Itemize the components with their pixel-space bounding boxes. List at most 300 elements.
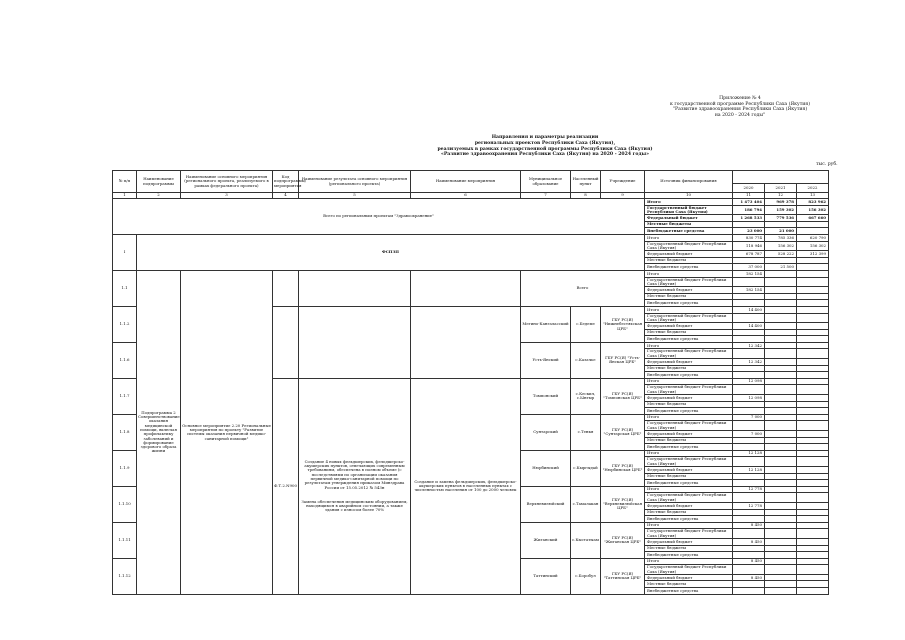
value-cell: 118 946 bbox=[733, 241, 765, 251]
column-number-cell: 10 bbox=[645, 193, 733, 199]
activity-cell bbox=[411, 270, 521, 306]
value-cell bbox=[797, 574, 829, 581]
value-cell bbox=[733, 385, 765, 395]
value-cell bbox=[797, 450, 829, 457]
value-cell bbox=[765, 313, 797, 323]
source-cell: Государственный бюджет Республики Саха (Якутия) bbox=[645, 457, 733, 467]
source-cell: Государственный бюджет Республики Саха (Якутия) bbox=[645, 421, 733, 431]
value-cell bbox=[733, 372, 765, 379]
header-cell: № п/п bbox=[113, 171, 137, 193]
value-cell bbox=[765, 395, 797, 402]
value-cell bbox=[797, 588, 829, 595]
value-cell bbox=[797, 378, 829, 385]
value-cell: 823 962 bbox=[797, 199, 829, 206]
value-cell bbox=[765, 545, 797, 552]
institution-cell: ГБУ РС(Я) "Усть-Янская ЦРБ" bbox=[601, 342, 645, 378]
value-cell bbox=[797, 372, 829, 379]
source-cell: Итого bbox=[645, 450, 733, 457]
value-cell bbox=[733, 336, 765, 343]
source-cell: Государственный бюджет Республики Саха (Якутия) bbox=[645, 205, 733, 215]
source-cell: Государственный бюджет Республики Саха (Якутия) bbox=[645, 385, 733, 395]
unit-label: тыс. руб. bbox=[816, 162, 838, 167]
source-cell: Федеральный бюджет bbox=[645, 251, 733, 258]
source-cell: Итого bbox=[645, 378, 733, 385]
value-cell bbox=[797, 457, 829, 467]
projects-table bbox=[112, 170, 829, 595]
value-cell: 969 378 bbox=[765, 199, 797, 206]
value-cell bbox=[765, 342, 797, 349]
source-cell: Федеральный бюджет bbox=[645, 287, 733, 294]
municipality-cell: Усть-Янский bbox=[521, 342, 571, 378]
value-cell bbox=[797, 300, 829, 307]
value-cell bbox=[765, 349, 797, 359]
column-number-cell: 2 bbox=[137, 193, 181, 199]
value-cell: 186 794 bbox=[733, 205, 765, 215]
result-cell bbox=[299, 270, 411, 306]
header-cell: Населенный пункт bbox=[571, 171, 601, 193]
value-cell bbox=[797, 293, 829, 300]
value-cell bbox=[765, 421, 797, 431]
value-cell: 7 000 bbox=[733, 414, 765, 421]
municipality-cell: Нюрбинский bbox=[521, 450, 571, 486]
source-cell: Местные бюджеты bbox=[645, 473, 733, 480]
value-cell bbox=[797, 480, 829, 487]
value-cell bbox=[797, 493, 829, 503]
source-cell: Местные бюджеты bbox=[645, 509, 733, 516]
locality-cell: с.Кескил, с.Ынгыр bbox=[571, 378, 601, 414]
column-number-cell: 3 bbox=[181, 193, 273, 199]
result-cell bbox=[299, 378, 411, 594]
result-cell bbox=[299, 306, 411, 378]
row-number: 1.1.8 bbox=[113, 414, 137, 450]
value-cell: 12 778 bbox=[733, 486, 765, 493]
value-cell: 528 222 bbox=[765, 251, 797, 258]
value-cell bbox=[733, 313, 765, 323]
result-text: Создание 4 новых фельдшерских, фельдшерско-акушерских пунктов, отвечающих современным требованиям, обеспечена в полном объеме (с последствиями по организации оказания первичной медико-санитарной помощи по результатам утверждения приказом Минздрава России от 15.05.2012 № 543н bbox=[304, 458, 405, 490]
row-number: 1.1.6 bbox=[113, 342, 137, 378]
title-line: реализуемых в рамках государственной программы Республики Саха (Якутия) bbox=[437, 146, 653, 152]
value-cell bbox=[765, 323, 797, 330]
row-number: 1.1.9 bbox=[113, 450, 137, 486]
value-cell: 182 154 bbox=[733, 270, 765, 277]
value-cell bbox=[797, 581, 829, 588]
value-cell: 12 342 bbox=[733, 342, 765, 349]
value-cell bbox=[765, 509, 797, 516]
value-cell bbox=[733, 329, 765, 336]
value-cell bbox=[765, 444, 797, 451]
value-cell bbox=[797, 395, 829, 402]
value-cell bbox=[765, 293, 797, 300]
value-cell bbox=[765, 329, 797, 336]
value-cell bbox=[733, 480, 765, 487]
source-cell: Федеральный бюджет bbox=[645, 215, 733, 222]
value-cell bbox=[765, 378, 797, 385]
value-cell bbox=[765, 385, 797, 395]
column-number-cell: 5 bbox=[299, 193, 411, 199]
value-cell bbox=[733, 509, 765, 516]
source-cell: Итого bbox=[645, 522, 733, 529]
value-cell bbox=[765, 466, 797, 473]
locality-cell: с.Боробул bbox=[571, 558, 601, 594]
activity-cell bbox=[411, 306, 521, 378]
source-cell: Внебюджетные средства bbox=[645, 480, 733, 487]
title-line: региональных проектов Республики Саха (Якутия), bbox=[474, 140, 616, 146]
value-cell bbox=[765, 401, 797, 408]
value-cell bbox=[797, 552, 829, 559]
value-cell bbox=[733, 408, 765, 415]
value-cell bbox=[797, 313, 829, 323]
value-cell bbox=[765, 565, 797, 575]
value-cell: 12 098 bbox=[733, 378, 765, 385]
code-cell bbox=[273, 306, 299, 378]
title-line: «Развитие здравоохранения Республики Саха (Якутия) на 2020 - 2024 годы» bbox=[440, 152, 650, 158]
row-number: 1.1.7 bbox=[113, 378, 137, 414]
locality-cell: с.Тенкя bbox=[571, 414, 601, 450]
value-cell bbox=[797, 342, 829, 349]
value-cell: 21 000 bbox=[765, 228, 797, 235]
institution-cell: ГБУ РС(Я) "Томпонская ЦРБ" bbox=[601, 378, 645, 414]
value-cell bbox=[797, 558, 829, 565]
value-cell bbox=[765, 365, 797, 372]
value-cell: 1 268 533 bbox=[733, 215, 765, 222]
value-cell bbox=[765, 287, 797, 294]
source-cell: Государственный бюджет Республики Саха (Якутия) bbox=[645, 313, 733, 323]
value-cell: 667 660 bbox=[797, 215, 829, 222]
value-cell bbox=[733, 293, 765, 300]
value-cell bbox=[733, 545, 765, 552]
institution-cell: ГБУ РС(Я) "Жиганская ЦРБ" bbox=[601, 522, 645, 558]
value-cell bbox=[797, 385, 829, 395]
source-cell: Итого bbox=[645, 306, 733, 313]
value-cell: 156 302 bbox=[765, 241, 797, 251]
source-cell: Внебюджетные средства bbox=[645, 336, 733, 343]
value-cell bbox=[797, 228, 829, 235]
value-cell: 620 790 bbox=[797, 234, 829, 241]
value-cell: 12 778 bbox=[733, 502, 765, 509]
appendix-line: Приложение № 4 bbox=[719, 96, 761, 101]
value-cell bbox=[797, 359, 829, 366]
value-cell bbox=[797, 502, 829, 509]
document-title bbox=[355, 135, 735, 158]
locality-cell: с.Тамалакан bbox=[571, 486, 601, 522]
value-cell: 678 787 bbox=[733, 251, 765, 258]
source-cell: Итого bbox=[645, 414, 733, 421]
value-cell bbox=[733, 516, 765, 523]
value-cell bbox=[765, 336, 797, 343]
value-cell: 182 154 bbox=[733, 287, 765, 294]
source-cell: Федеральный бюджет bbox=[645, 359, 733, 366]
subtotal-label: Всего bbox=[521, 270, 645, 306]
source-cell: Государственный бюджет Республики Саха (Якутия) bbox=[645, 493, 733, 503]
result-text: Замена обеспечения медицинским оборудованием, находящимся в аварийном состоянии, а также здания с износом более 70% bbox=[301, 498, 408, 513]
value-cell bbox=[765, 538, 797, 545]
source-cell: Местные бюджеты bbox=[645, 401, 733, 408]
header-cell: Муниципальное образование bbox=[521, 171, 571, 193]
year-header: 2020 bbox=[733, 184, 765, 193]
value-cell: 8 450 bbox=[733, 558, 765, 565]
source-cell: Государственный бюджет Республики Саха (Якутия) bbox=[645, 241, 733, 251]
source-cell: Федеральный бюджет bbox=[645, 431, 733, 438]
municipality-cell: Сунтарский bbox=[521, 414, 571, 450]
value-cell bbox=[733, 444, 765, 451]
row-number: 1.1 bbox=[113, 270, 137, 306]
source-cell: Итого bbox=[645, 558, 733, 565]
value-cell bbox=[733, 565, 765, 575]
appendix-note bbox=[660, 96, 820, 118]
source-cell: Внебюджетные средства bbox=[645, 516, 733, 523]
value-cell bbox=[765, 457, 797, 467]
value-cell: 14 400 bbox=[733, 323, 765, 330]
value-cell bbox=[733, 365, 765, 372]
value-cell bbox=[765, 486, 797, 493]
municipality-cell: Таттинский bbox=[521, 558, 571, 594]
source-cell: Итого bbox=[645, 234, 733, 241]
value-cell: 156 302 bbox=[797, 241, 829, 251]
value-cell: 37 000 bbox=[733, 264, 765, 271]
value-cell bbox=[765, 581, 797, 588]
source-cell: Государственный бюджет Республики Саха (Якутия) bbox=[645, 565, 733, 575]
header-cell: Источник финансирования bbox=[645, 171, 733, 193]
value-cell bbox=[733, 300, 765, 307]
source-cell: Федеральный бюджет bbox=[645, 502, 733, 509]
value-cell bbox=[797, 401, 829, 408]
value-cell bbox=[765, 270, 797, 277]
header-cell: Наименование основного мероприятия (регионального проекта, реализуемого в рамках федерального проекта) bbox=[181, 171, 273, 193]
value-cell bbox=[733, 437, 765, 444]
value-cell bbox=[765, 257, 797, 264]
value-cell bbox=[733, 257, 765, 264]
value-cell bbox=[797, 277, 829, 287]
value-cell bbox=[797, 473, 829, 480]
source-cell: Итого bbox=[645, 342, 733, 349]
value-cell: 12 128 bbox=[733, 466, 765, 473]
subprogram-cell: Подпрограмма 2 Совершенствование оказания медицинской помощи, включая профилактику заболеваний и формирование здорового образа жизни bbox=[137, 270, 181, 594]
activity-cell: Создание и замена фельдшерских, фельдшерско-акушерских пунктов в населенных пунктах с численностью населения от 100 до 2000 человек bbox=[411, 378, 521, 594]
value-cell bbox=[765, 277, 797, 287]
value-cell bbox=[733, 221, 765, 228]
value-cell bbox=[797, 336, 829, 343]
value-cell bbox=[733, 421, 765, 431]
table-row bbox=[113, 199, 829, 206]
header-cell: Учреждение bbox=[601, 171, 645, 193]
value-cell: 1 473 404 bbox=[733, 199, 765, 206]
source-cell: Местные бюджеты bbox=[645, 221, 733, 228]
value-cell bbox=[765, 502, 797, 509]
year-header: 2022 bbox=[797, 184, 829, 193]
code-cell: Ф.Т.2.N900 bbox=[273, 378, 299, 594]
header-cell: Код подпрограммы/ мероприятия bbox=[273, 171, 299, 193]
source-cell: Внебюджетные средства bbox=[645, 228, 733, 235]
source-cell: Местные бюджеты bbox=[645, 437, 733, 444]
value-cell bbox=[765, 574, 797, 581]
value-cell bbox=[765, 493, 797, 503]
header-row bbox=[113, 171, 829, 184]
source-cell: Местные бюджеты bbox=[645, 293, 733, 300]
value-cell bbox=[797, 414, 829, 421]
value-cell bbox=[797, 466, 829, 473]
source-cell: Внебюджетные средства bbox=[645, 372, 733, 379]
source-cell: Государственный бюджет Республики Саха (Якутия) bbox=[645, 349, 733, 359]
value-cell bbox=[797, 529, 829, 539]
value-cell bbox=[733, 473, 765, 480]
institution-cell: ГБУ РС(Я) "Сунтарская ЦРБ" bbox=[601, 414, 645, 450]
source-cell: Местные бюджеты bbox=[645, 329, 733, 336]
column-number-cell: 4 bbox=[273, 193, 299, 199]
municipality-cell: Мегино-Кангаласский bbox=[521, 306, 571, 342]
value-cell bbox=[733, 581, 765, 588]
column-number-cell: 1 bbox=[113, 193, 137, 199]
section-number: I bbox=[113, 234, 137, 270]
row-number: 1.1.12 bbox=[113, 558, 137, 594]
value-cell: 785 336 bbox=[765, 234, 797, 241]
column-number-cell: 8 bbox=[571, 193, 601, 199]
column-number-cell: 13 bbox=[797, 193, 829, 199]
value-cell bbox=[797, 408, 829, 415]
value-cell: 156 302 bbox=[797, 205, 829, 215]
value-cell: 12 128 bbox=[733, 450, 765, 457]
value-cell bbox=[733, 401, 765, 408]
municipality-cell: Жиганский bbox=[521, 522, 571, 558]
title-line: Направления и параметры реализации bbox=[491, 135, 599, 140]
grand-total-label: Всего по региональным проектам "Здравоохранение" bbox=[113, 199, 645, 235]
value-cell bbox=[733, 552, 765, 559]
value-cell bbox=[797, 431, 829, 438]
value-cell bbox=[765, 372, 797, 379]
source-cell: Внебюджетные средства bbox=[645, 264, 733, 271]
value-cell bbox=[797, 509, 829, 516]
value-cell bbox=[765, 552, 797, 559]
column-number-cell: 11 bbox=[733, 193, 765, 199]
value-cell: 159 302 bbox=[765, 205, 797, 215]
source-cell: Местные бюджеты bbox=[645, 581, 733, 588]
value-cell: 12 342 bbox=[733, 359, 765, 366]
value-cell bbox=[797, 365, 829, 372]
source-cell: Итого bbox=[645, 486, 733, 493]
value-cell bbox=[797, 522, 829, 529]
source-cell: Федеральный бюджет bbox=[645, 466, 733, 473]
value-cell bbox=[765, 437, 797, 444]
column-number-cell: 7 bbox=[521, 193, 571, 199]
source-cell: Внебюджетные средства bbox=[645, 552, 733, 559]
institution-cell: ГБУ РС(Я) "Нюрбинская ЦРБ" bbox=[601, 450, 645, 486]
value-cell: 7 000 bbox=[733, 431, 765, 438]
value-cell bbox=[797, 545, 829, 552]
header-cell: Наименование результата основного мероприятия (регионального проекта) bbox=[299, 171, 411, 193]
value-cell bbox=[765, 473, 797, 480]
row-number: 1.1.11 bbox=[113, 522, 137, 558]
event-cell: Основное мероприятие 2.20 Региональные мероприятия по проекту "Развитие системы оказания первичной медико-санитарной помощи" bbox=[181, 270, 273, 594]
code-cell bbox=[273, 270, 299, 306]
value-cell bbox=[797, 221, 829, 228]
value-cell: 779 536 bbox=[765, 215, 797, 222]
value-cell bbox=[765, 522, 797, 529]
value-cell: 830 774 bbox=[733, 234, 765, 241]
header-cell: Наименование мероприятия bbox=[411, 171, 521, 193]
source-cell: Федеральный бюджет bbox=[645, 574, 733, 581]
value-cell bbox=[797, 329, 829, 336]
value-cell bbox=[765, 359, 797, 366]
header-cell bbox=[733, 171, 829, 184]
row-number: 1.1.10 bbox=[113, 486, 137, 522]
year-header: 2021 bbox=[765, 184, 797, 193]
value-cell bbox=[797, 444, 829, 451]
locality-cell: с.Казачье bbox=[571, 342, 601, 378]
appendix-line: "Развитие здравоохранения Республики Саха (Якутия) bbox=[672, 107, 808, 113]
value-cell bbox=[765, 558, 797, 565]
source-cell: Местные бюджеты bbox=[645, 365, 733, 372]
source-cell: Местные бюджеты bbox=[645, 257, 733, 264]
municipality-cell: Томпонский bbox=[521, 378, 571, 414]
value-cell: 21 500 bbox=[765, 264, 797, 271]
value-cell bbox=[765, 529, 797, 539]
value-cell bbox=[797, 421, 829, 431]
value-cell: 23 000 bbox=[733, 228, 765, 235]
row-number: 1.1.2 bbox=[113, 306, 137, 342]
value-cell bbox=[797, 287, 829, 294]
value-cell bbox=[797, 486, 829, 493]
header-cell: Наименование подпрограммы bbox=[137, 171, 181, 193]
value-cell bbox=[765, 306, 797, 313]
value-cell bbox=[797, 270, 829, 277]
value-cell bbox=[765, 300, 797, 307]
value-cell bbox=[765, 431, 797, 438]
source-cell: Внебюджетные средства bbox=[645, 408, 733, 415]
value-cell bbox=[797, 306, 829, 313]
municipality-cell: Верхневилюйский bbox=[521, 486, 571, 522]
locality-cell: с.Кыстатыам bbox=[571, 522, 601, 558]
value-cell: 8 450 bbox=[733, 522, 765, 529]
source-cell: Федеральный бюджет bbox=[645, 323, 733, 330]
value-cell bbox=[797, 565, 829, 575]
value-cell: 12 098 bbox=[733, 395, 765, 402]
value-cell bbox=[733, 493, 765, 503]
source-cell: Внебюджетные средства bbox=[645, 444, 733, 451]
section-label: ФСПЗП bbox=[137, 234, 645, 270]
value-cell bbox=[797, 264, 829, 271]
value-cell bbox=[797, 437, 829, 444]
value-cell bbox=[733, 457, 765, 467]
source-cell: Внебюджетные средства bbox=[645, 300, 733, 307]
value-cell: 8 450 bbox=[733, 574, 765, 581]
value-cell bbox=[797, 538, 829, 545]
source-cell: Местные бюджеты bbox=[645, 545, 733, 552]
source-cell: Федеральный бюджет bbox=[645, 538, 733, 545]
value-cell bbox=[765, 450, 797, 457]
source-cell: Внебюджетные средства bbox=[645, 588, 733, 595]
value-cell: 312 399 bbox=[797, 251, 829, 258]
column-number-cell: 12 bbox=[765, 193, 797, 199]
value-cell bbox=[765, 414, 797, 421]
institution-cell: ГБУ РС(Я) "Нижнебестяхская ЦРБ" bbox=[601, 306, 645, 342]
locality-cell: с.Кыргыдай bbox=[571, 450, 601, 486]
value-cell bbox=[765, 588, 797, 595]
value-cell bbox=[733, 349, 765, 359]
column-number-cell: 6 bbox=[411, 193, 521, 199]
column-number-cell: 9 bbox=[601, 193, 645, 199]
institution-cell: ГБУ РС(Я) "Таттинская ЦРБ" bbox=[601, 558, 645, 594]
value-cell bbox=[765, 408, 797, 415]
value-cell bbox=[797, 323, 829, 330]
value-cell bbox=[797, 349, 829, 359]
value-cell bbox=[797, 257, 829, 264]
value-cell bbox=[733, 277, 765, 287]
value-cell bbox=[733, 588, 765, 595]
value-cell bbox=[733, 529, 765, 539]
institution-cell: ГБУ РС(Я) "Верхневилюйская ЦРБ" bbox=[601, 486, 645, 522]
value-cell bbox=[765, 221, 797, 228]
value-cell: 8 450 bbox=[733, 538, 765, 545]
source-cell: Итого bbox=[645, 199, 733, 206]
